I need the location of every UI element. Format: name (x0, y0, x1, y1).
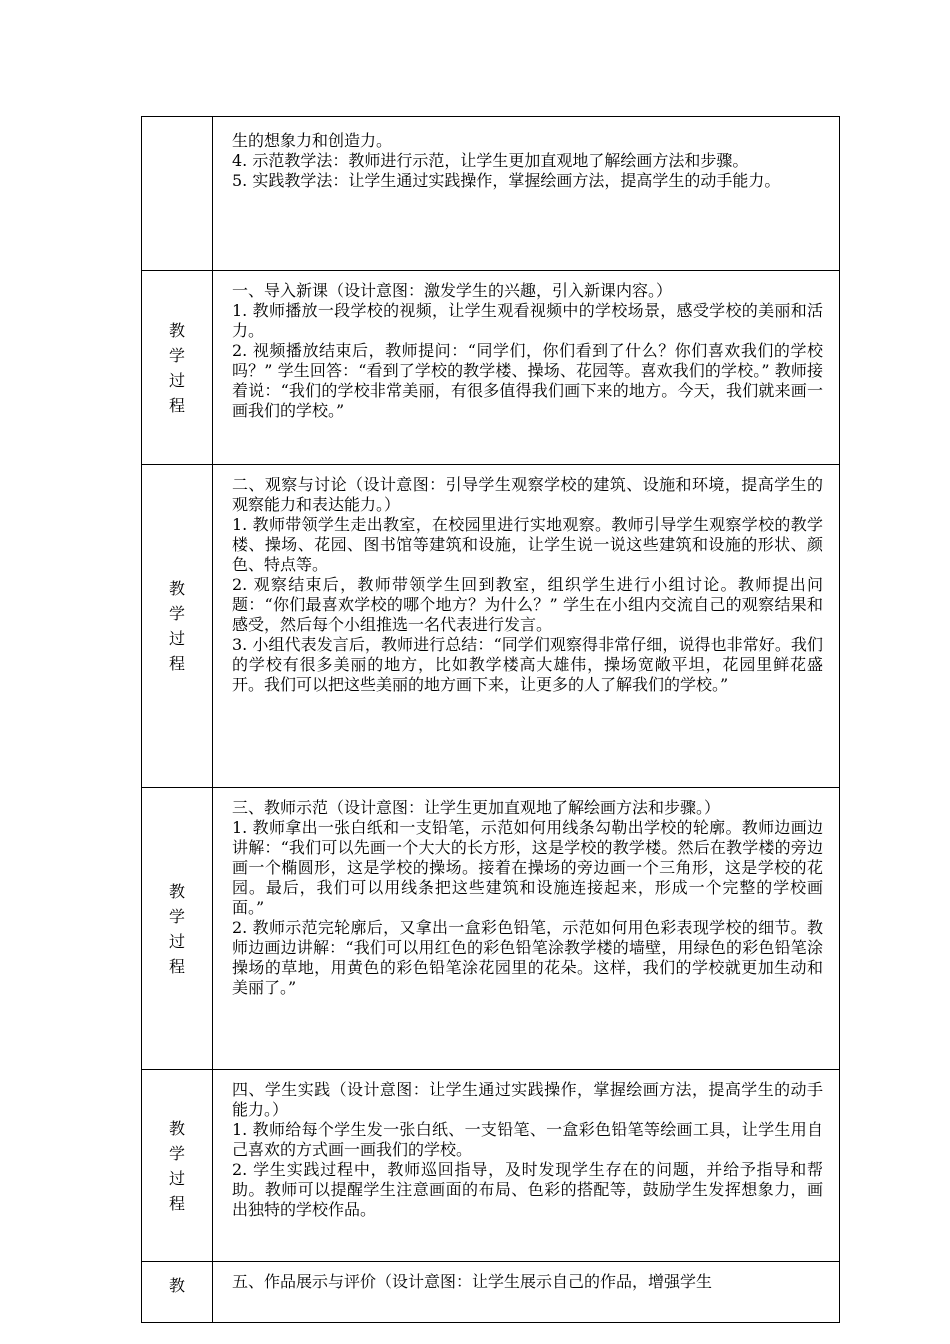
row-label: 教 (168, 1276, 185, 1295)
table-row (142, 465, 840, 788)
content-line: 1. 教师给每个学生发一张白纸、一支铅笔、一盒彩色铅笔等绘画工具，让学生用自己喜欢的方式画一画我们的学校。 (232, 1120, 823, 1159)
lesson-plan-table (141, 116, 840, 1323)
row-label: 教学过程 (168, 320, 185, 415)
content-line: 2. 观察结束后，教师带领学生回到教室，组织学生进行小组讨论。教师提出问题：“你们最喜欢学校的哪个地方？为什么？” 学生在小组内交流自己的观察结果和感受，然后每个小组推选一名代表进行发言。 (232, 575, 823, 634)
table-row (142, 271, 840, 465)
row-label-cell (142, 117, 213, 271)
row-content-cell (213, 1262, 840, 1323)
content-line: 1. 教师带领学生走出教室，在校园里进行实地观察。教师引导学生观察学校的教学楼、操场、花园、图书馆等建筑和设施，让学生说一说这些建筑和设施的形状、颜色、特点等。 (232, 515, 823, 574)
row-label-cell (142, 788, 213, 1070)
row-label-cell (142, 1262, 213, 1323)
content-line: 生的想象力和创造力。 (232, 131, 393, 150)
row-label: 教学过程 (168, 579, 185, 673)
content-line: 2. 教师示范完轮廓后，又拿出一盒彩色铅笔，示范如何用色彩表现学校的细节。教师边画边讲解：“我们可以用红色的彩色铅笔涂教学楼的墙壁，用绿色的彩色铅笔涂操场的草地，用黄色的彩色铅笔涂花园里的花朵。这样，我们的学校就更加生动和美丽了。” (232, 918, 823, 997)
row-label-cell (142, 1070, 213, 1262)
table-row (142, 117, 840, 271)
table-row (142, 1262, 840, 1323)
content-line: 2. 视频播放结束后，教师提问：“同学们，你们看到了什么？你们喜欢我们的学校吗？” 学生回答：“看到了学校的教学楼、操场、花园等。喜欢我们的学校。” 教师接着说：“我们的学校非常美丽，有很多值得我们画下来的地方。今天，我们就来画一画我们的学校。” (232, 341, 823, 420)
row-label: 教学过程 (168, 1118, 185, 1213)
row-content-cell (213, 465, 840, 788)
section-heading: 一、导入新课（设计意图：激发学生的兴趣，引入新课内容。） (232, 281, 673, 300)
content-line: 1. 教师播放一段学校的视频，让学生观看视频中的学校场景，感受学校的美丽和活力。 (232, 301, 823, 340)
row-content-cell (213, 117, 840, 271)
row-label-cell (142, 465, 213, 788)
row-content-cell (213, 1070, 840, 1262)
section-heading: 四、学生实践（设计意图：让学生通过实践操作，掌握绘画方法，提高学生的动手能力。） (232, 1080, 823, 1119)
row-content-cell (213, 271, 840, 465)
content-line: 5. 实践教学法：让学生通过实践操作，掌握绘画方法，提高学生的动手能力。 (232, 171, 781, 190)
content-line: 4. 示范教学法：教师进行示范，让学生更加直观地了解绘画方法和步骤。 (232, 151, 749, 170)
content-line: 1. 教师拿出一张白纸和一支铅笔，示范如何用线条勾勒出学校的轮廓。教师边画边讲解：“我们可以先画一个大大的长方形，这是学校的教学楼。然后在教学楼的旁边画一个椭圆形，这是学校的操场。接着在操场的旁边画一个三角形，这是学校的花园。最后，我们可以用线条把这些建筑和设施连接起来，形成一个完整的学校画面。” (232, 818, 823, 917)
content-line: 2. 学生实践过程中，教师巡回指导，及时发现学生存在的问题，并给予指导和帮助。教师可以提醒学生注意画面的布局、色彩的搭配等，鼓励学生发挥想象力，画出独特的学校作品。 (232, 1160, 823, 1219)
content-line: 3. 小组代表发言后，教师进行总结：“同学们观察得非常仔细，说得也非常好。我们的学校有很多美丽的地方，比如教学楼高大雄伟，操场宽敞平坦，花园里鲜花盛开。我们可以把这些美丽的地方画下来，让更多的人了解我们的学校。” (232, 635, 823, 694)
table-row (142, 788, 840, 1070)
row-label-cell (142, 271, 213, 465)
section-heading: 三、教师示范（设计意图：让学生更加直观地了解绘画方法和步骤。） (232, 798, 721, 817)
row-content-cell (213, 788, 840, 1070)
section-heading: 二、观察与讨论（设计意图：引导学生观察学校的建筑、设施和环境，提高学生的观察能力和表达能力。） (232, 475, 823, 514)
row-label: 教学过程 (168, 881, 185, 976)
section-heading: 五、作品展示与评价（设计意图：让学生展示自己的作品，增强学生 (232, 1272, 713, 1291)
table-row (142, 1070, 840, 1262)
